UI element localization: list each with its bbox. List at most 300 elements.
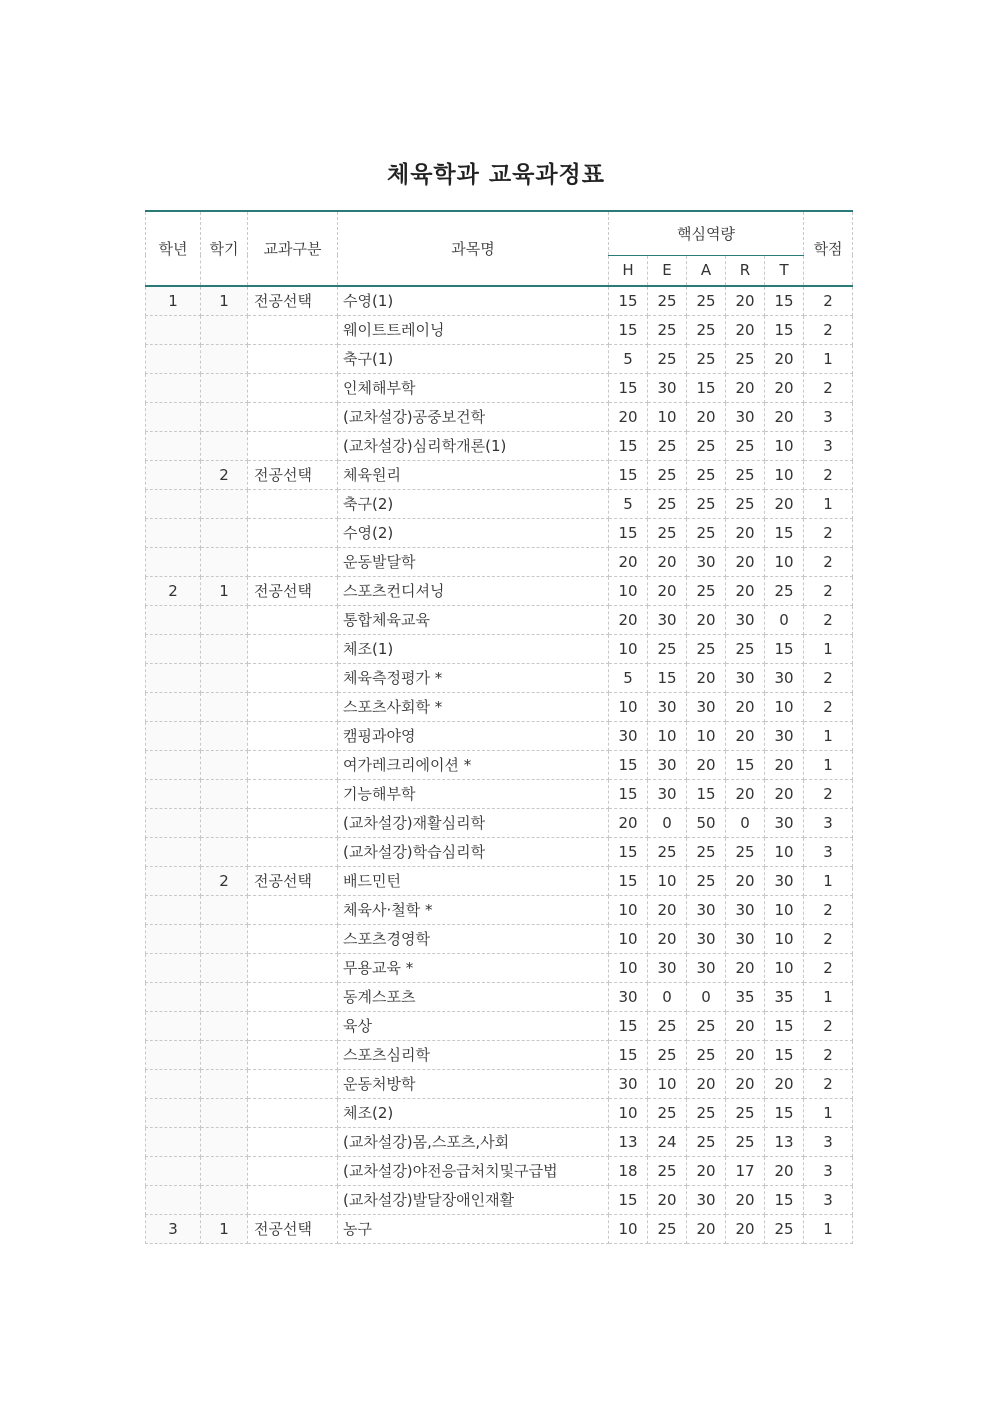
credits-cell: 1 <box>804 866 853 895</box>
competency-t-cell: 20 <box>765 373 804 402</box>
year-cell <box>146 721 201 750</box>
competency-a-cell: 25 <box>687 344 726 373</box>
competency-t-cell: 10 <box>765 431 804 460</box>
competency-e-cell: 20 <box>648 895 687 924</box>
subject-cell: 인체해부학 <box>338 373 609 402</box>
table-row <box>146 431 853 460</box>
competency-t-cell: 13 <box>765 1127 804 1156</box>
table-row <box>146 663 853 692</box>
table-row <box>146 1040 853 1069</box>
competency-a-cell: 25 <box>687 866 726 895</box>
credits-cell: 2 <box>804 518 853 547</box>
credits-cell: 1 <box>804 982 853 1011</box>
semester-cell <box>201 431 248 460</box>
year-cell <box>146 1156 201 1185</box>
competency-a-cell: 30 <box>687 692 726 721</box>
competency-e-cell: 20 <box>648 547 687 576</box>
competency-e-cell: 10 <box>648 866 687 895</box>
table-row <box>146 373 853 402</box>
competency-h-cell: 15 <box>609 779 648 808</box>
competency-e-cell: 25 <box>648 1214 687 1243</box>
credits-cell: 2 <box>804 895 853 924</box>
category-cell <box>248 808 338 837</box>
competency-h-cell: 5 <box>609 344 648 373</box>
page-title: 체육학과 교육과정표 <box>387 161 605 188</box>
competency-t-cell: 30 <box>765 663 804 692</box>
competency-t-cell: 10 <box>765 460 804 489</box>
competency-a-cell: 30 <box>687 953 726 982</box>
competency-e-cell: 0 <box>648 982 687 1011</box>
semester-cell <box>201 779 248 808</box>
table-row <box>146 750 853 779</box>
competency-r-cell: 20 <box>726 286 765 315</box>
competency-col-e-header: E <box>648 255 687 286</box>
semester-cell <box>201 663 248 692</box>
subject-cell: 체육원리 <box>338 460 609 489</box>
competency-h-cell: 20 <box>609 808 648 837</box>
competency-a-cell: 25 <box>687 431 726 460</box>
competency-t-cell: 0 <box>765 605 804 634</box>
competency-t-cell: 15 <box>765 1011 804 1040</box>
subject-cell: 수영(1) <box>338 286 609 315</box>
table-row <box>146 1069 853 1098</box>
competency-t-cell: 15 <box>765 1040 804 1069</box>
competency-a-cell: 25 <box>687 1098 726 1127</box>
year-cell <box>146 489 201 518</box>
semester-cell <box>201 750 248 779</box>
table-row <box>146 721 853 750</box>
competency-a-cell: 20 <box>687 402 726 431</box>
competency-a-cell: 15 <box>687 373 726 402</box>
subject-cell: 여가레크리에이션 * <box>338 750 609 779</box>
competency-r-cell: 25 <box>726 460 765 489</box>
credits-cell: 2 <box>804 1011 853 1040</box>
semester-cell: 1 <box>201 1214 248 1243</box>
year-cell <box>146 373 201 402</box>
competency-e-cell: 10 <box>648 402 687 431</box>
category-cell <box>248 431 338 460</box>
competency-t-cell: 20 <box>765 779 804 808</box>
competency-h-cell: 20 <box>609 547 648 576</box>
competency-e-cell: 25 <box>648 634 687 663</box>
category-cell <box>248 1185 338 1214</box>
table-row <box>146 779 853 808</box>
category-cell <box>248 1127 338 1156</box>
semester-cell <box>201 924 248 953</box>
year-cell <box>146 344 201 373</box>
competency-a-cell: 20 <box>687 1156 726 1185</box>
subject-cell: 체조(2) <box>338 1098 609 1127</box>
competency-r-cell: 20 <box>726 315 765 344</box>
competency-r-cell: 20 <box>726 1069 765 1098</box>
competency-r-cell: 25 <box>726 634 765 663</box>
competency-a-cell: 25 <box>687 576 726 605</box>
competency-a-cell: 30 <box>687 547 726 576</box>
credits-cell: 2 <box>804 315 853 344</box>
year-cell <box>146 866 201 895</box>
semester-cell: 2 <box>201 866 248 895</box>
competency-h-cell: 15 <box>609 431 648 460</box>
competency-e-cell: 25 <box>648 1098 687 1127</box>
year-cell <box>146 692 201 721</box>
subject-cell: (교차설강)발달장애인재활 <box>338 1185 609 1214</box>
category-cell <box>248 1069 338 1098</box>
subject-cell: (교차설강)공중보건학 <box>338 402 609 431</box>
competency-e-cell: 20 <box>648 924 687 953</box>
competency-e-cell: 25 <box>648 460 687 489</box>
semester-cell <box>201 315 248 344</box>
competency-r-cell: 30 <box>726 402 765 431</box>
competency-a-cell: 25 <box>687 1127 726 1156</box>
table-row <box>146 518 853 547</box>
subject-cell: (교차설강)심리학개론(1) <box>338 431 609 460</box>
credits-cell: 2 <box>804 286 853 315</box>
table-row <box>146 1214 853 1243</box>
category-cell <box>248 1011 338 1040</box>
table-row <box>146 808 853 837</box>
table-row <box>146 634 853 663</box>
competency-h-cell: 5 <box>609 663 648 692</box>
competency-t-cell: 10 <box>765 924 804 953</box>
credits-cell: 2 <box>804 1069 853 1098</box>
credits-cell: 2 <box>804 924 853 953</box>
semester-cell <box>201 373 248 402</box>
category-cell <box>248 721 338 750</box>
competency-h-cell: 15 <box>609 373 648 402</box>
table-row <box>146 576 853 605</box>
competency-t-cell: 25 <box>765 1214 804 1243</box>
category-column-header: 교과구분 <box>248 211 338 286</box>
semester-cell <box>201 344 248 373</box>
competency-h-cell: 10 <box>609 953 648 982</box>
category-cell <box>248 837 338 866</box>
year-column-header: 학년 <box>146 211 201 286</box>
year-cell <box>146 924 201 953</box>
category-cell <box>248 402 338 431</box>
competency-h-cell: 20 <box>609 605 648 634</box>
competency-a-cell: 25 <box>687 489 726 518</box>
competency-e-cell: 25 <box>648 1040 687 1069</box>
competency-t-cell: 25 <box>765 576 804 605</box>
competency-e-cell: 20 <box>648 1185 687 1214</box>
credits-cell: 2 <box>804 692 853 721</box>
credits-cell: 2 <box>804 663 853 692</box>
semester-cell <box>201 895 248 924</box>
competency-a-cell: 25 <box>687 518 726 547</box>
semester-cell: 1 <box>201 286 248 315</box>
table-row <box>146 547 853 576</box>
subject-cell: 스포츠컨디셔닝 <box>338 576 609 605</box>
year-cell <box>146 663 201 692</box>
credits-cell: 3 <box>804 837 853 866</box>
credits-cell: 1 <box>804 750 853 779</box>
subject-cell: 축구(1) <box>338 344 609 373</box>
competency-e-cell: 24 <box>648 1127 687 1156</box>
competency-a-cell: 20 <box>687 663 726 692</box>
competency-h-cell: 18 <box>609 1156 648 1185</box>
table-row <box>146 924 853 953</box>
competency-col-h-header: H <box>609 255 648 286</box>
year-cell <box>146 750 201 779</box>
year-cell <box>146 1040 201 1069</box>
credits-cell: 1 <box>804 344 853 373</box>
competency-r-cell: 20 <box>726 953 765 982</box>
year-cell <box>146 1098 201 1127</box>
competency-col-r-header: R <box>726 255 765 286</box>
year-cell <box>146 837 201 866</box>
year-cell <box>146 315 201 344</box>
table-row <box>146 286 853 315</box>
subject-cell: 수영(2) <box>338 518 609 547</box>
table-row <box>146 1098 853 1127</box>
competency-r-cell: 17 <box>726 1156 765 1185</box>
competency-h-cell: 15 <box>609 286 648 315</box>
competency-h-cell: 15 <box>609 1040 648 1069</box>
semester-cell <box>201 1127 248 1156</box>
table-row <box>146 344 853 373</box>
competency-h-cell: 10 <box>609 895 648 924</box>
category-cell <box>248 1040 338 1069</box>
subject-cell: 동계스포츠 <box>338 982 609 1011</box>
category-cell <box>248 750 338 779</box>
competency-e-cell: 30 <box>648 779 687 808</box>
semester-cell <box>201 837 248 866</box>
year-cell <box>146 460 201 489</box>
competency-e-cell: 25 <box>648 286 687 315</box>
table-row <box>146 402 853 431</box>
year-cell <box>146 808 201 837</box>
competency-h-cell: 10 <box>609 1098 648 1127</box>
category-cell <box>248 344 338 373</box>
semester-cell <box>201 808 248 837</box>
year-cell <box>146 1185 201 1214</box>
competency-h-cell: 10 <box>609 576 648 605</box>
semester-cell <box>201 1040 248 1069</box>
semester-cell <box>201 489 248 518</box>
competency-r-cell: 20 <box>726 1011 765 1040</box>
competency-t-cell: 10 <box>765 895 804 924</box>
year-cell <box>146 634 201 663</box>
credits-cell: 2 <box>804 460 853 489</box>
competency-a-cell: 20 <box>687 1069 726 1098</box>
category-cell <box>248 895 338 924</box>
semester-cell: 1 <box>201 576 248 605</box>
competency-h-cell: 30 <box>609 721 648 750</box>
subject-cell: 축구(2) <box>338 489 609 518</box>
credits-cell: 1 <box>804 721 853 750</box>
competency-h-cell: 10 <box>609 692 648 721</box>
competency-t-cell: 15 <box>765 1185 804 1214</box>
competency-e-cell: 25 <box>648 837 687 866</box>
competency-t-cell: 35 <box>765 982 804 1011</box>
competency-e-cell: 0 <box>648 808 687 837</box>
competency-t-cell: 20 <box>765 750 804 779</box>
semester-cell <box>201 953 248 982</box>
competency-a-cell: 50 <box>687 808 726 837</box>
competency-e-cell: 20 <box>648 576 687 605</box>
competency-r-cell: 25 <box>726 344 765 373</box>
competency-a-cell: 0 <box>687 982 726 1011</box>
category-cell <box>248 1156 338 1185</box>
competency-e-cell: 10 <box>648 1069 687 1098</box>
table-row <box>146 837 853 866</box>
competency-r-cell: 30 <box>726 924 765 953</box>
credits-cell: 3 <box>804 402 853 431</box>
subject-cell: 스포츠경영학 <box>338 924 609 953</box>
competency-e-cell: 25 <box>648 1011 687 1040</box>
semester-cell <box>201 692 248 721</box>
competency-a-cell: 25 <box>687 315 726 344</box>
semester-cell <box>201 518 248 547</box>
semester-cell: 2 <box>201 460 248 489</box>
competency-r-cell: 30 <box>726 663 765 692</box>
competency-t-cell: 15 <box>765 518 804 547</box>
competency-r-cell: 25 <box>726 837 765 866</box>
competency-r-cell: 0 <box>726 808 765 837</box>
competency-r-cell: 20 <box>726 866 765 895</box>
year-cell: 3 <box>146 1214 201 1243</box>
competency-t-cell: 15 <box>765 315 804 344</box>
competency-a-cell: 30 <box>687 895 726 924</box>
competency-r-cell: 20 <box>726 518 765 547</box>
semester-cell <box>201 1185 248 1214</box>
category-cell <box>248 663 338 692</box>
subject-cell: 운동처방학 <box>338 1069 609 1098</box>
semester-cell <box>201 1069 248 1098</box>
category-cell <box>248 953 338 982</box>
category-cell: 전공선택 <box>248 576 338 605</box>
competency-t-cell: 15 <box>765 634 804 663</box>
competency-t-cell: 30 <box>765 721 804 750</box>
year-cell <box>146 895 201 924</box>
credits-cell: 2 <box>804 779 853 808</box>
competency-r-cell: 15 <box>726 750 765 779</box>
competency-a-cell: 20 <box>687 605 726 634</box>
competency-e-cell: 25 <box>648 489 687 518</box>
semester-cell <box>201 1156 248 1185</box>
competency-r-cell: 20 <box>726 721 765 750</box>
competency-t-cell: 10 <box>765 692 804 721</box>
category-cell: 전공선택 <box>248 286 338 315</box>
credits-cell: 1 <box>804 489 853 518</box>
year-cell <box>146 1011 201 1040</box>
subject-cell: 육상 <box>338 1011 609 1040</box>
competency-t-cell: 20 <box>765 402 804 431</box>
credits-cell: 2 <box>804 605 853 634</box>
competency-t-cell: 20 <box>765 1156 804 1185</box>
category-cell <box>248 634 338 663</box>
category-cell: 전공선택 <box>248 460 338 489</box>
category-cell <box>248 489 338 518</box>
credits-cell: 2 <box>804 1040 853 1069</box>
year-cell <box>146 1127 201 1156</box>
year-cell <box>146 779 201 808</box>
competency-t-cell: 30 <box>765 808 804 837</box>
competency-h-cell: 15 <box>609 1011 648 1040</box>
subject-cell: (교차설강)야전응급처치및구급법 <box>338 1156 609 1185</box>
competency-h-cell: 15 <box>609 750 648 779</box>
competency-a-cell: 20 <box>687 1214 726 1243</box>
competency-r-cell: 20 <box>726 576 765 605</box>
competency-t-cell: 30 <box>765 866 804 895</box>
category-cell <box>248 924 338 953</box>
credits-cell: 2 <box>804 576 853 605</box>
competency-e-cell: 25 <box>648 518 687 547</box>
competency-e-cell: 30 <box>648 750 687 779</box>
competency-h-cell: 30 <box>609 982 648 1011</box>
competency-t-cell: 20 <box>765 1069 804 1098</box>
semester-cell <box>201 547 248 576</box>
table-row <box>146 315 853 344</box>
table-row <box>146 1156 853 1185</box>
competency-t-cell: 15 <box>765 1098 804 1127</box>
subject-cell: 체육측정평가 * <box>338 663 609 692</box>
semester-column-header: 학기 <box>201 211 248 286</box>
subject-cell: 농구 <box>338 1214 609 1243</box>
competency-t-cell: 20 <box>765 489 804 518</box>
competency-e-cell: 15 <box>648 663 687 692</box>
subject-cell: (교차설강)몸,스포츠,사회 <box>338 1127 609 1156</box>
category-cell <box>248 518 338 547</box>
subject-cell: 무용교육 * <box>338 953 609 982</box>
competency-h-cell: 10 <box>609 1214 648 1243</box>
category-cell <box>248 1098 338 1127</box>
year-cell: 1 <box>146 286 201 315</box>
competency-group-header: 핵심역량 <box>609 211 804 255</box>
competency-h-cell: 20 <box>609 402 648 431</box>
category-cell <box>248 982 338 1011</box>
competency-r-cell: 20 <box>726 1214 765 1243</box>
competency-h-cell: 15 <box>609 460 648 489</box>
competency-a-cell: 30 <box>687 1185 726 1214</box>
competency-a-cell: 25 <box>687 460 726 489</box>
subject-cell: 통합체육교육 <box>338 605 609 634</box>
semester-cell <box>201 721 248 750</box>
credits-cell: 1 <box>804 1098 853 1127</box>
category-cell <box>248 547 338 576</box>
competency-t-cell: 20 <box>765 344 804 373</box>
semester-cell <box>201 982 248 1011</box>
subject-cell: (교차설강)재활심리학 <box>338 808 609 837</box>
competency-a-cell: 25 <box>687 286 726 315</box>
curriculum-table <box>145 210 853 1244</box>
table-row <box>146 953 853 982</box>
year-cell <box>146 431 201 460</box>
competency-e-cell: 30 <box>648 373 687 402</box>
table-row <box>146 1011 853 1040</box>
subject-cell: 배드민턴 <box>338 866 609 895</box>
competency-a-cell: 15 <box>687 779 726 808</box>
table-row <box>146 460 853 489</box>
competency-e-cell: 30 <box>648 692 687 721</box>
competency-e-cell: 25 <box>648 1156 687 1185</box>
category-cell <box>248 605 338 634</box>
semester-cell <box>201 1011 248 1040</box>
credits-cell: 1 <box>804 1214 853 1243</box>
competency-h-cell: 30 <box>609 1069 648 1098</box>
competency-a-cell: 10 <box>687 721 726 750</box>
competency-r-cell: 20 <box>726 1040 765 1069</box>
competency-e-cell: 25 <box>648 431 687 460</box>
competency-a-cell: 25 <box>687 837 726 866</box>
category-cell: 전공선택 <box>248 866 338 895</box>
competency-e-cell: 25 <box>648 315 687 344</box>
year-cell <box>146 518 201 547</box>
year-cell <box>146 402 201 431</box>
competency-h-cell: 10 <box>609 924 648 953</box>
competency-r-cell: 25 <box>726 1127 765 1156</box>
competency-r-cell: 20 <box>726 1185 765 1214</box>
